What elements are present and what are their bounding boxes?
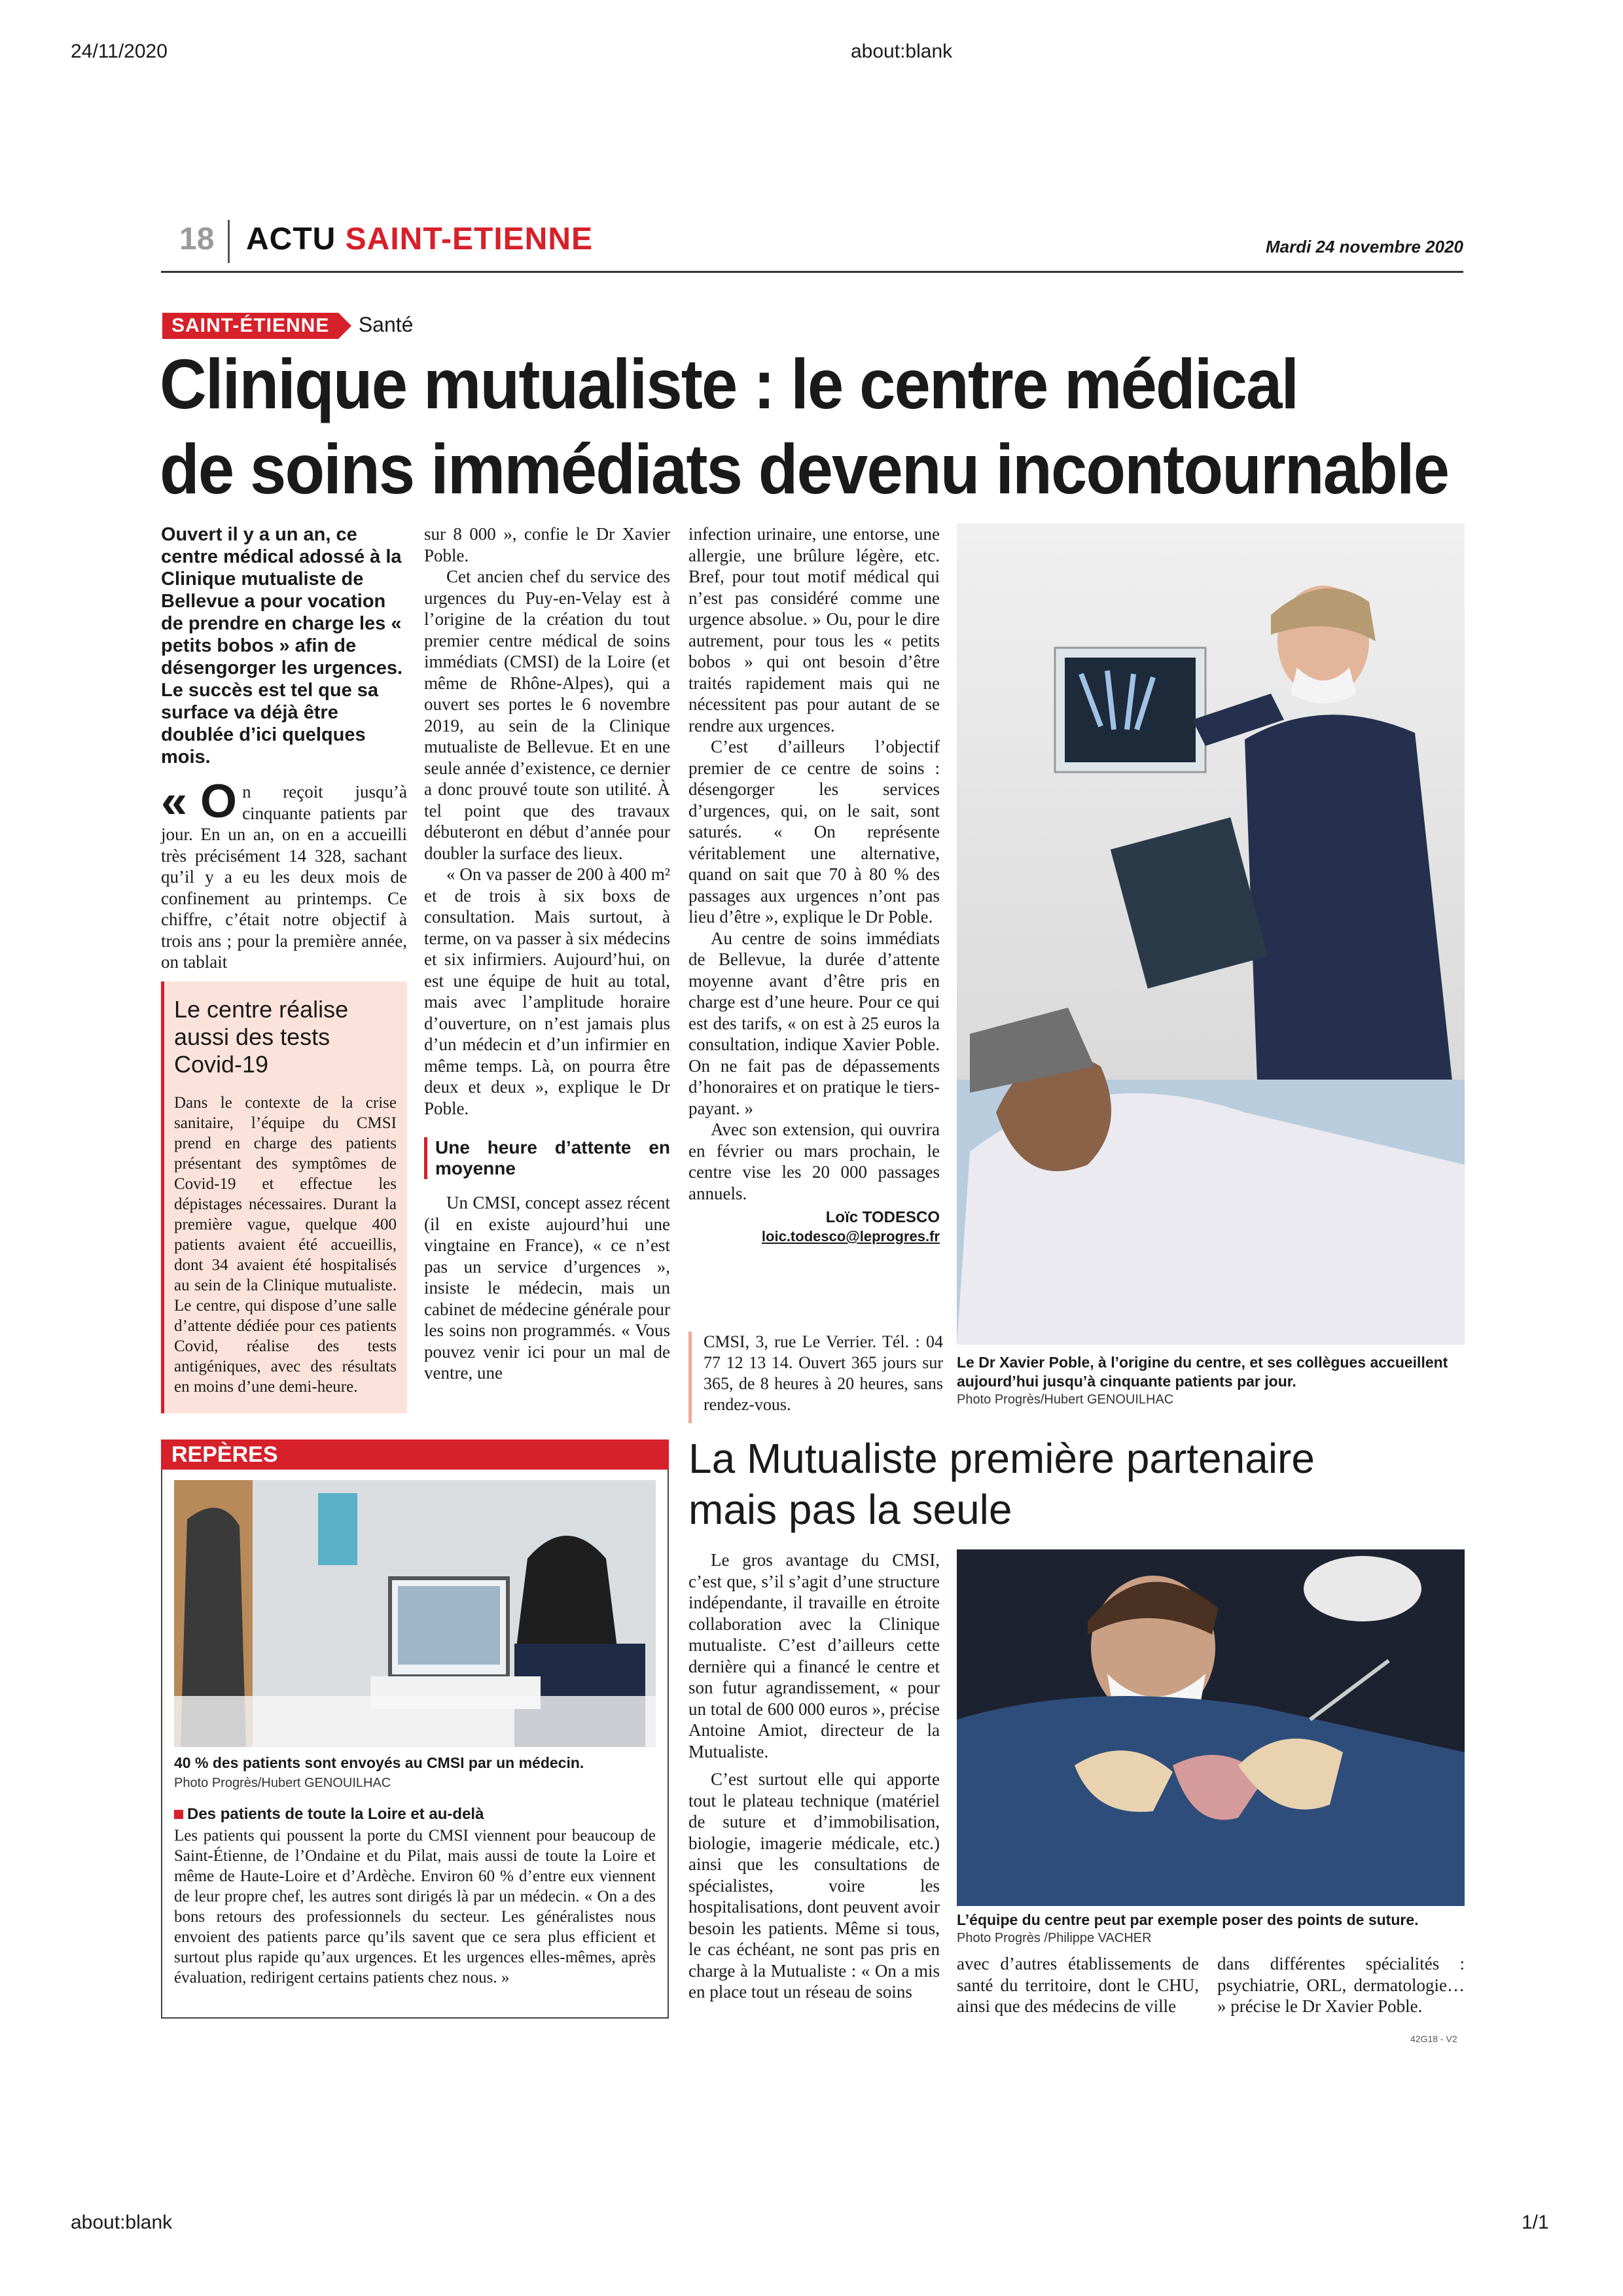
sidebar-p1: Le gros avantage du CMSI, c’est que, s’il s’agit d’une structure indépendante, il travaille en étroite collaboration avec la Clinique mutualiste. C’est d’ailleurs cette dernière qui a financé le centre et son futur agrandissement, « pour un total de 600 000 euros », précise Antoine Amiot, directeur de la Mutualiste. bbox=[688, 1550, 940, 1761]
article-lead: Ouvert il y a un an, ce centre médical adossé à la Clinique mutualiste de Bellevue a pour vocation de prendre en charge les « petits bobos » afin de désengorger les urgences. Le succès est tel que sa surface va déjà être doublée d’ici quelques mois. bbox=[161, 524, 403, 768]
reperes-text: Les patients qui poussent la porte du CMSI viennent pour beaucoup de Saint-Étienne, de l’Ondaine et du Pilat, mais aussi de toute la Loire et même de Haute-Loire et d’Ardèche. Environ 60 % d’entre eux viennent de leur propre chef, les autres sont dirigés là par un médecin. « On a des bons retours des professionnels du secteur. Les généralistes nous envoient des patients parce qu’ils savent que ce sera plus efficient et surtout plus rapide qu’aux urgences. Et les urgences elles-mêmes, après évaluation, redirigent certains patients chez nous. » bbox=[174, 1827, 656, 1987]
column-3-p1: infection urinaire, une entorse, une allergie, une brûlure légère, etc. Bref, pour tout motif médical qui n’est pas considéré comme une urgence absolue. » Ou, pour le dire autrement, pour tous les « petits bobos » qui ont besoin d’être traités rapidement mais qui ne nécessitent pas pour autant de se rendre aux urgences. bbox=[688, 524, 940, 735]
sidebar-headline-line-1: La Mutualiste première partenaire bbox=[688, 1435, 1315, 1482]
sidebar-bottom-col-2: dans différentes spécialités : psychiatrie, ORL, dermatologie… » précise le Dr Xavier Poble. bbox=[1217, 1954, 1465, 2016]
print-url-bottom: about:blank bbox=[71, 2212, 173, 2233]
column-1-text: n reçoit jusqu’à cinquante patients par jour. En un an, on en a accueilli très précisément 14 328, sachant qu’il y a eu les deux mois de confinement au printemps. Ce chiffre, c’était notre objectif à trois ans ; pour la première année, on tablait bbox=[161, 782, 407, 972]
column-2-p4: Un CMSI, concept assez récent (il en existe aujourd’hui une vingtaine en France), « ce n’est pas un service d’urgences », insiste le médecin, mais un cabinet de médecine générale pour les soins non programmés. « Vous pouvez venir ici pour un mal de ventre, une bbox=[424, 1193, 670, 1383]
column-3-p3: Au centre de soins immédiats de Bellevue, la durée d’attente moyenne avant d’être pris en charge est d’une heure. Pour ce qui est des tarifs, « on est à 25 euros la consultation, indique Xavier Poble. On ne fait pas de dépassements d’honoraires et on pratique le tiers-payant. » bbox=[688, 928, 940, 1118]
column-2 bbox=[424, 523, 670, 1384]
section-title bbox=[246, 221, 593, 257]
suture-photo-caption: L’équipe du centre peut par exemple poser des points de suture. bbox=[957, 1911, 1419, 1928]
kicker bbox=[162, 313, 413, 339]
reperes-box bbox=[161, 1439, 669, 2019]
reperes-subhead-text: Des patients de toute la Loire et au-delà bbox=[187, 1805, 484, 1823]
main-photo-caption-block bbox=[957, 1353, 1465, 1408]
column-2-p2: Cet ancien chef du service des urgences du Puy-en-Velay est à l’origine de la création du tout premier centre médical de soins immédiats (CMSI) de la Loire (et même de Rhône-Alpes), qui a ouvert ses portes le 6 novembre 2019, au sein de la Clinique mutualiste de Bellevue. Et en une seule année d’existence, ce dernier a donc prouvé toute son utilité. À tel point que des travaux débuteront en début d’année pour doubler la surface des lieux. bbox=[424, 567, 670, 863]
column-1 bbox=[161, 523, 407, 973]
subhead-wait-text: Une heure d’attente en moyenne bbox=[435, 1137, 670, 1178]
suture-procedure-photo bbox=[957, 1549, 1465, 1906]
kicker-topic: Santé bbox=[358, 313, 414, 336]
print-url-top: about:blank bbox=[851, 41, 953, 62]
column-2-p1: sur 8 000 », confie le Dr Xavier Poble. bbox=[424, 524, 670, 565]
subhead-wait bbox=[424, 1137, 670, 1179]
covid-box-text: Dans le contexte de la crise sanitaire, l’équipe du CMSI prend en charge des patients présentant des symptômes de Covid-19 et effectue les dépistages nécessaires. Durant la première vague, quelque 400 patients avaient été accueillis, dont 34 avaient été hospitalisés au sein de la Clinique mutualiste. Le centre, qui dispose d’une salle d’attente dédiée pour ces patients Covid, réalise des tests antigéniques, avec des résultats en moins d’une demi-heure. bbox=[174, 1094, 397, 1396]
print-page-count: 1/1 bbox=[1522, 2212, 1549, 2233]
reperes-photo bbox=[174, 1480, 656, 1747]
sidebar-headline bbox=[688, 1433, 1467, 1535]
suture-photo bbox=[957, 1549, 1465, 1906]
sidebar-p2: C’est surtout elle qui apporte tout le plateau technique (matériel de suture et d’immobilisation, biologie, imagerie médicale, etc.) ainsi que les consultations de spécialistes, voire les hospitalisations, dont peuvent avoir besoin les patients. Même si tous, le cas échéant, ne sont pas pris en charge à la Mutualiste : « On a mis en place tout un réseau de soins bbox=[688, 1769, 940, 2002]
main-photo bbox=[957, 523, 1465, 1345]
author-name: Loïc TODESCO bbox=[825, 1209, 940, 1226]
footer-code: 42G18 - V2 bbox=[1410, 2034, 1457, 2044]
dropcap: « O bbox=[161, 775, 238, 828]
covid-box-title: Le centre réalise aussi des tests Covid-19 bbox=[174, 996, 349, 1078]
section-prefix: ACTU bbox=[246, 222, 336, 256]
info-box bbox=[688, 1332, 943, 1423]
masthead-rule bbox=[161, 271, 1463, 273]
page-number: 18 bbox=[179, 222, 215, 256]
suture-photo-credit: Photo Progrès /Philippe VACHER bbox=[957, 1931, 1152, 1945]
reperes-bullet bbox=[174, 1810, 183, 1819]
headline bbox=[160, 342, 1449, 512]
masthead-date: Mardi 24 novembre 2020 bbox=[1265, 237, 1463, 256]
sidebar-bottom-col-1: avec d’autres établissements de santé du territoire, dont le CHU, ainsi que des médecins de ville bbox=[957, 1954, 1199, 2016]
author-email: loic.todesco@leprogres.fr bbox=[761, 1228, 940, 1245]
masthead bbox=[161, 216, 1463, 275]
section-city: SAINT-ETIENNE bbox=[345, 222, 594, 256]
column-3-p4: Avec son extension, qui ouvrira en février ou mars prochain, le centre vise les 20 000 passages annuels. bbox=[688, 1120, 940, 1203]
column-3-p2: C’est d’ailleurs l’objectif premier de ce centre de soins : désengorger les services d’urgences, qui, on le sait, sont saturés. « On représente véritablement une alternative, quand on sait que 70 à 80 % des passages aux urgences n’ont pas lieu d’être », explique le Dr Poble. bbox=[688, 737, 940, 927]
sidebar-headline-line-2: mais pas la seule bbox=[688, 1486, 1012, 1533]
author bbox=[688, 1208, 940, 1246]
kicker-place: SAINT-ÉTIENNE bbox=[162, 313, 338, 339]
reperes-label: REPÈRES bbox=[161, 1439, 669, 1470]
reperes-photo-caption: 40 % des patients sont envoyés au CMSI par un médecin. bbox=[174, 1754, 584, 1771]
column-3 bbox=[688, 523, 940, 1246]
print-date: 24/11/2020 bbox=[71, 41, 168, 62]
sidebar-column bbox=[688, 1549, 940, 2003]
suture-photo-caption-block bbox=[957, 1911, 1465, 1947]
doctor-xray-photo bbox=[957, 523, 1465, 1345]
headline-line-2: de soins immédiats devenu incontournable bbox=[160, 429, 1449, 508]
reperes-photo-credit: Photo Progrès/Hubert GENOUILHAC bbox=[174, 1776, 391, 1790]
reperes-subhead bbox=[174, 1805, 656, 1824]
kicker-arrow bbox=[338, 313, 351, 339]
info-box-text: CMSI, 3, rue Le Verrier. Tél. : 04 77 12 13 14. Ouvert 365 jours sur 365, de 8 heures à 20 heures, sans rendez-vous. bbox=[704, 1332, 943, 1414]
headline-line-1: Clinique mutualiste : le centre médical bbox=[160, 344, 1298, 423]
reception-desk-photo bbox=[174, 1480, 656, 1747]
column-1-body bbox=[161, 775, 407, 973]
covid-box bbox=[161, 981, 407, 1413]
main-photo-caption: Le Dr Xavier Poble, à l’origine du centre, et ses collègues accueillent aujourd’hui jusqu’à cinquante patients par jour. bbox=[957, 1354, 1448, 1390]
main-photo-credit: Photo Progrès/Hubert GENOUILHAC bbox=[957, 1392, 1174, 1407]
covid-box-accent bbox=[161, 981, 164, 1413]
column-2-p3: « On va passer de 200 à 400 m² et de trois à six boxs de consultation. Mais surtout, à terme, on va passer à six médecins et six infirmiers. Aujourd’hui, on est une équipe de huit au total, mais avec l’amplitude horaire d’ouverture, on n’est jamais plus d’un médecin et d’un infirmier en même temps. Là, on pourra être deux et deux », explique le Dr Poble. bbox=[424, 864, 670, 1118]
masthead-divider bbox=[228, 220, 230, 263]
